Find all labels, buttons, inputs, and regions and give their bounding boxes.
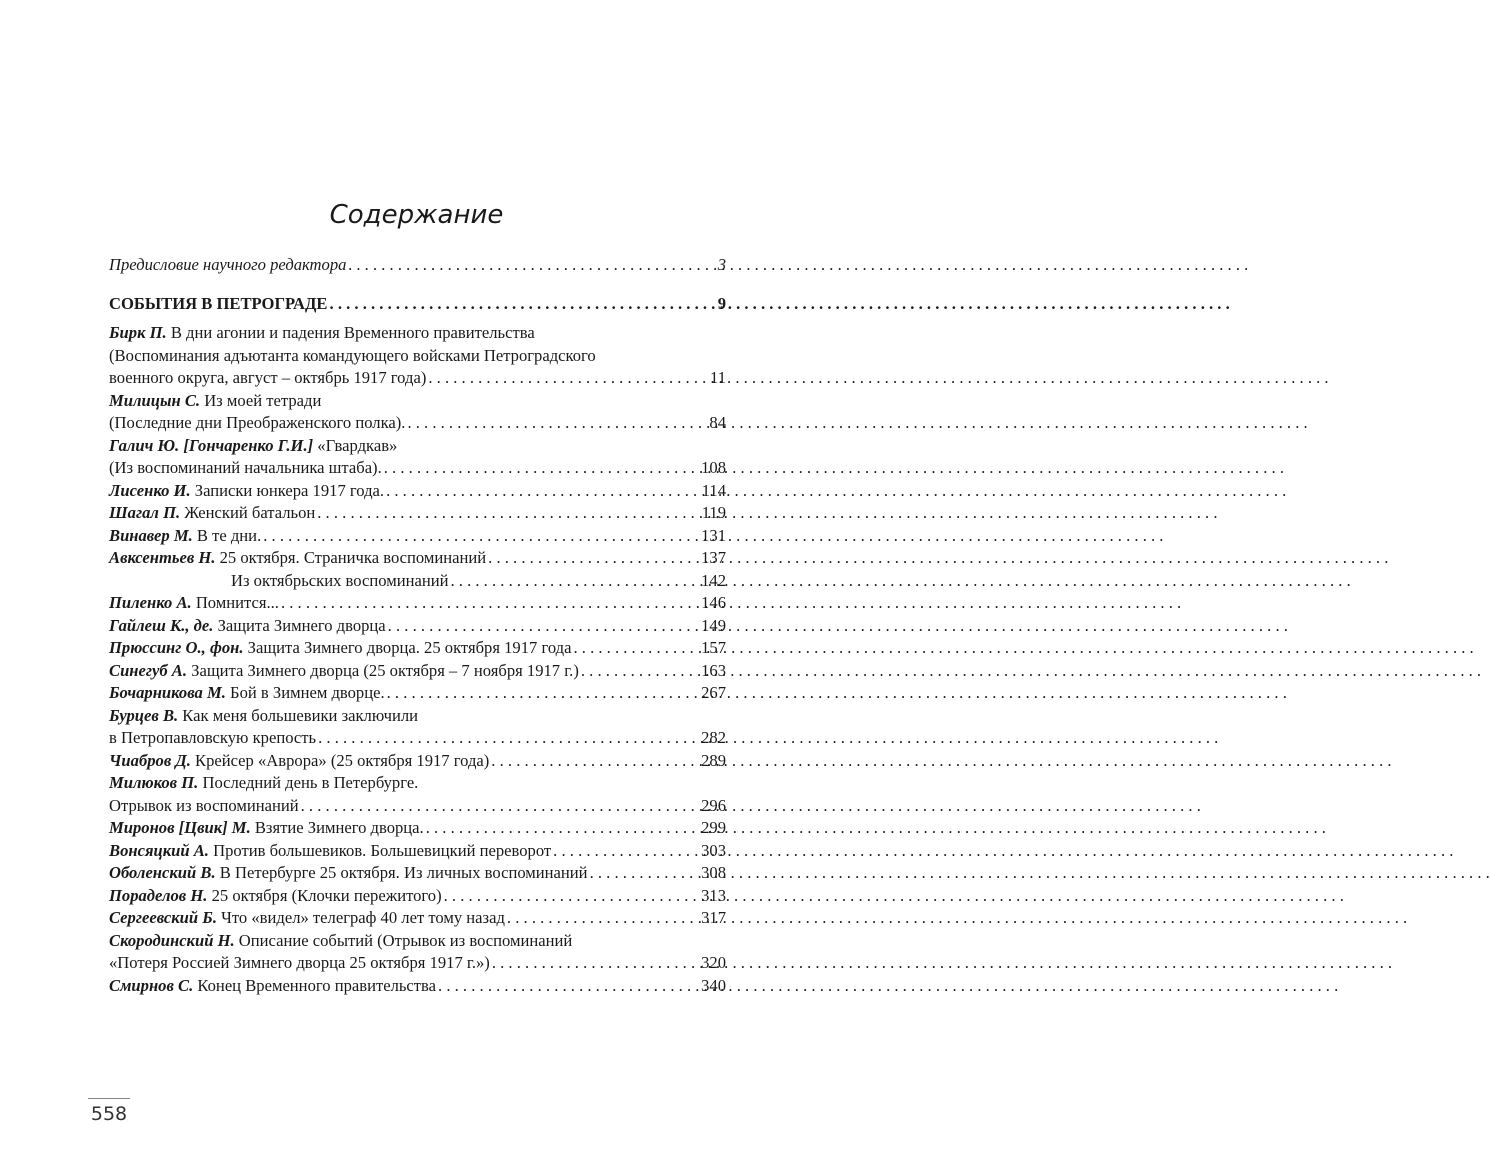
page-number: 313 [701, 885, 726, 905]
entry-text [109, 862, 588, 885]
entry-author: Пиленко А. [109, 593, 192, 612]
toc-entry-line[interactable] [109, 525, 726, 548]
entry-text [109, 480, 384, 503]
entry-text [109, 840, 551, 863]
entry-title: в Петропавловскую крепость [109, 728, 317, 747]
entry-author: Гайлеш К., де. [109, 615, 214, 635]
toc-entry-line[interactable] [109, 952, 726, 975]
dot-leader [444, 885, 699, 908]
toc-entry-line[interactable] [109, 480, 726, 503]
toc-entry-line[interactable] [109, 547, 726, 570]
toc-entry-line [109, 435, 726, 458]
entry-title: 25 октября (Клочки пережитого) [207, 885, 442, 905]
dot-leader [384, 457, 699, 480]
dot-leader [488, 547, 699, 570]
entry-author: Авксентьев Н. [109, 548, 216, 567]
dot-leader [318, 727, 699, 750]
entry-author: Оболенский В. [109, 863, 216, 882]
dot-leader [281, 592, 699, 615]
dot-leader [590, 862, 700, 885]
entry-title: Женский батальон [180, 503, 316, 522]
entry-text [109, 637, 571, 660]
entry-title: В Петербурге 25 октября. Из личных воспоминаний [215, 863, 588, 882]
dot-leader [330, 293, 716, 316]
dot-leader [386, 480, 700, 503]
page-number: 267 [701, 683, 726, 702]
entry-text [109, 412, 405, 435]
entry-text [109, 322, 535, 345]
entry-text [109, 750, 489, 773]
dot-leader [317, 502, 699, 525]
entry-text [109, 525, 261, 548]
entry-title: Записки юнкера 1917 года. [190, 480, 385, 500]
page-number: 108 [701, 458, 726, 477]
toc-entry-line[interactable] [109, 817, 726, 840]
dot-leader [263, 525, 699, 548]
page-title: Содержание [329, 200, 504, 230]
folio-rule [88, 1098, 130, 1099]
toc-entry-line[interactable] [109, 615, 726, 638]
toc-entry-line[interactable] [109, 862, 726, 885]
entry-title: Что «видел» телеграф 40 лет тому назад [216, 908, 505, 927]
toc-entry-line [109, 705, 726, 728]
entry-text [109, 547, 486, 570]
toc-entry-line[interactable] [109, 975, 726, 998]
dot-leader [553, 840, 699, 863]
entry-text [231, 570, 448, 593]
page-number: 9 [717, 293, 726, 313]
page-number: 142 [701, 570, 726, 590]
dot-leader [438, 975, 699, 998]
entry-text [109, 457, 382, 480]
entry-author: Миронов [Цвик] М. [109, 818, 251, 837]
toc-entry-line[interactable] [109, 412, 726, 435]
entry-title: военного округа, август – октябрь 1917 года) [109, 368, 427, 387]
entry-author: Прюссинг О., фон. [109, 638, 244, 657]
page-number: 157 [701, 638, 726, 657]
dot-leader [573, 637, 699, 660]
toc-entry-line[interactable] [109, 885, 726, 908]
dot-leader [387, 682, 699, 705]
toc-entry-line[interactable] [109, 907, 726, 930]
toc-entry-line[interactable] [109, 367, 726, 390]
toc-section-heading[interactable] [109, 293, 726, 316]
entry-title: Из октябрьских воспоминаний [231, 570, 449, 590]
toc-entry-line[interactable] [109, 570, 726, 593]
page-number: 320 [701, 953, 726, 972]
entry-title: (Последние дни Преображенского полка). [109, 413, 406, 432]
entry-title: (Из воспоминаний начальника штаба). [109, 458, 382, 477]
entry-text [109, 727, 316, 750]
entry-author: Милюков П. [109, 773, 199, 792]
toc-entry-line[interactable] [109, 637, 726, 660]
toc-entry-line[interactable] [109, 457, 726, 480]
page-number: 289 [701, 750, 726, 770]
entry-author: Бирк П. [109, 323, 167, 342]
toc-entry-intro[interactable] [109, 254, 726, 277]
entry-text [109, 705, 418, 728]
entry-author: Чиабров Д. [109, 750, 191, 770]
toc-entry-line[interactable] [109, 660, 726, 683]
page-number: 299 [701, 818, 726, 837]
entry-text [109, 817, 424, 840]
page-number: 3 [717, 255, 726, 274]
entry-author: Шагал П. [109, 503, 181, 522]
page-number: 282 [701, 728, 726, 747]
entry-author: Сергеевский Б. [109, 908, 217, 927]
entry-text [109, 795, 299, 818]
entry-author: Вонсяцкий А. [109, 840, 209, 860]
page-folio: 558 [90, 1103, 128, 1125]
page-number: 163 [701, 660, 726, 680]
dot-leader [407, 412, 707, 435]
entry-text [109, 390, 321, 413]
entry-text [109, 952, 490, 975]
page-number: 11 [710, 368, 726, 387]
entry-author: Пораделов Н. [109, 885, 208, 905]
entry-title: Взятие Зимнего дворца. [250, 818, 424, 837]
entry-text [109, 885, 442, 908]
toc-entry-line[interactable] [109, 592, 726, 615]
toc-entry-line [109, 345, 726, 368]
dot-leader [450, 570, 699, 593]
dot-leader [426, 817, 699, 840]
entry-title: Отрывок из воспоминаний [109, 795, 299, 815]
entry-title: Предисловие научного редактора [109, 255, 347, 274]
toc-entry-line[interactable] [109, 682, 726, 705]
entry-author: Синегуб А. [109, 660, 188, 680]
page-number: 308 [701, 863, 726, 882]
entry-author: Лисенко И. [109, 480, 191, 500]
entry-text [109, 682, 385, 705]
entry-text [109, 660, 579, 683]
dot-leader [581, 660, 699, 683]
toc-entry-line[interactable] [109, 795, 726, 818]
entry-author: Винавер М. [109, 525, 193, 545]
dot-leader [491, 750, 699, 773]
entry-author: Галич Ю. [Гончаренко Г.И.] [109, 435, 314, 455]
entry-title: Крейсер «Аврора» (25 октября 1917 года) [190, 750, 490, 770]
page-number: 131 [701, 525, 726, 545]
page-number: 149 [701, 615, 726, 635]
toc-entry-line[interactable] [109, 502, 726, 525]
entry-text [109, 907, 505, 930]
entry-author: Бурцев В. [109, 705, 179, 725]
entry-title: Защита Зимнего дворца [213, 615, 386, 635]
entry-title: В те дни. [192, 525, 262, 545]
page-number: 114 [701, 480, 726, 500]
entry-text [109, 502, 315, 525]
entry-title: «Гвардкав» [313, 435, 398, 455]
entry-author: Скородинский Н. [109, 930, 235, 950]
entry-text [109, 975, 436, 998]
page-number: 296 [701, 795, 726, 815]
page-number: 137 [701, 548, 726, 567]
entry-text [109, 930, 572, 953]
entry-title: Последний день в Петербурге. [198, 773, 419, 792]
page-number: 317 [701, 908, 726, 927]
entry-title: В дни агонии и падения Временного правительства [166, 323, 535, 342]
entry-text [109, 435, 397, 458]
entry-text [109, 367, 426, 390]
entry-title: Защита Зимнего дворца. 25 октября 1917 года [243, 638, 572, 657]
entry-title: Защита Зимнего дворца (25 октября – 7 ноября 1917 г.) [187, 660, 579, 680]
dot-leader [492, 952, 699, 975]
page-number: 146 [701, 593, 726, 612]
dot-leader [428, 367, 708, 390]
toc-entry-line[interactable] [109, 727, 726, 750]
page-number: 119 [701, 503, 726, 522]
toc-entry-line [109, 322, 726, 345]
toc-entry-line[interactable] [109, 750, 726, 773]
page-number: 340 [701, 975, 726, 995]
page-number: 303 [701, 840, 726, 860]
entry-title: Конец Временного правительства [193, 975, 437, 995]
entry-text [109, 772, 418, 795]
dot-leader [388, 615, 699, 638]
entry-author: Бочарникова М. [109, 683, 226, 702]
entry-title: Бой в Зимнем дворце. [225, 683, 385, 702]
toc-entry-line [109, 930, 726, 953]
entry-author: Милицын С. [109, 390, 201, 410]
entry-title: (Воспоминания адъютанта командующего войсками Петроградского [109, 345, 596, 365]
entry-title: Как меня большевики заключили [178, 705, 418, 725]
toc-entry-line [109, 772, 726, 795]
entry-author: Смирнов С. [109, 975, 194, 995]
dot-leader [348, 254, 715, 277]
dot-leader [507, 907, 699, 930]
entry-text [109, 615, 386, 638]
entry-title: Против большевиков. Большевицкий переворот [208, 840, 552, 860]
entry-title: Из моей тетради [200, 390, 322, 410]
entry-title: Описание событий (Отрывок из воспоминаний [234, 930, 573, 950]
toc-entry-line [109, 390, 726, 413]
entry-text [109, 345, 596, 368]
table-of-contents [109, 254, 726, 997]
entry-text [109, 592, 279, 615]
entry-title: Помнится... [191, 593, 279, 612]
toc-entries [109, 322, 726, 997]
entry-title: 25 октября. Страничка воспоминаний [215, 548, 487, 567]
toc-entry-line[interactable] [109, 840, 726, 863]
section-title: СОБЫТИЯ В ПЕТРОГРАДЕ [109, 293, 328, 313]
page-number: 84 [709, 413, 726, 432]
entry-title: «Потеря Россией Зимнего дворца 25 октября 1917 г.») [109, 953, 490, 972]
dot-leader [301, 795, 699, 818]
